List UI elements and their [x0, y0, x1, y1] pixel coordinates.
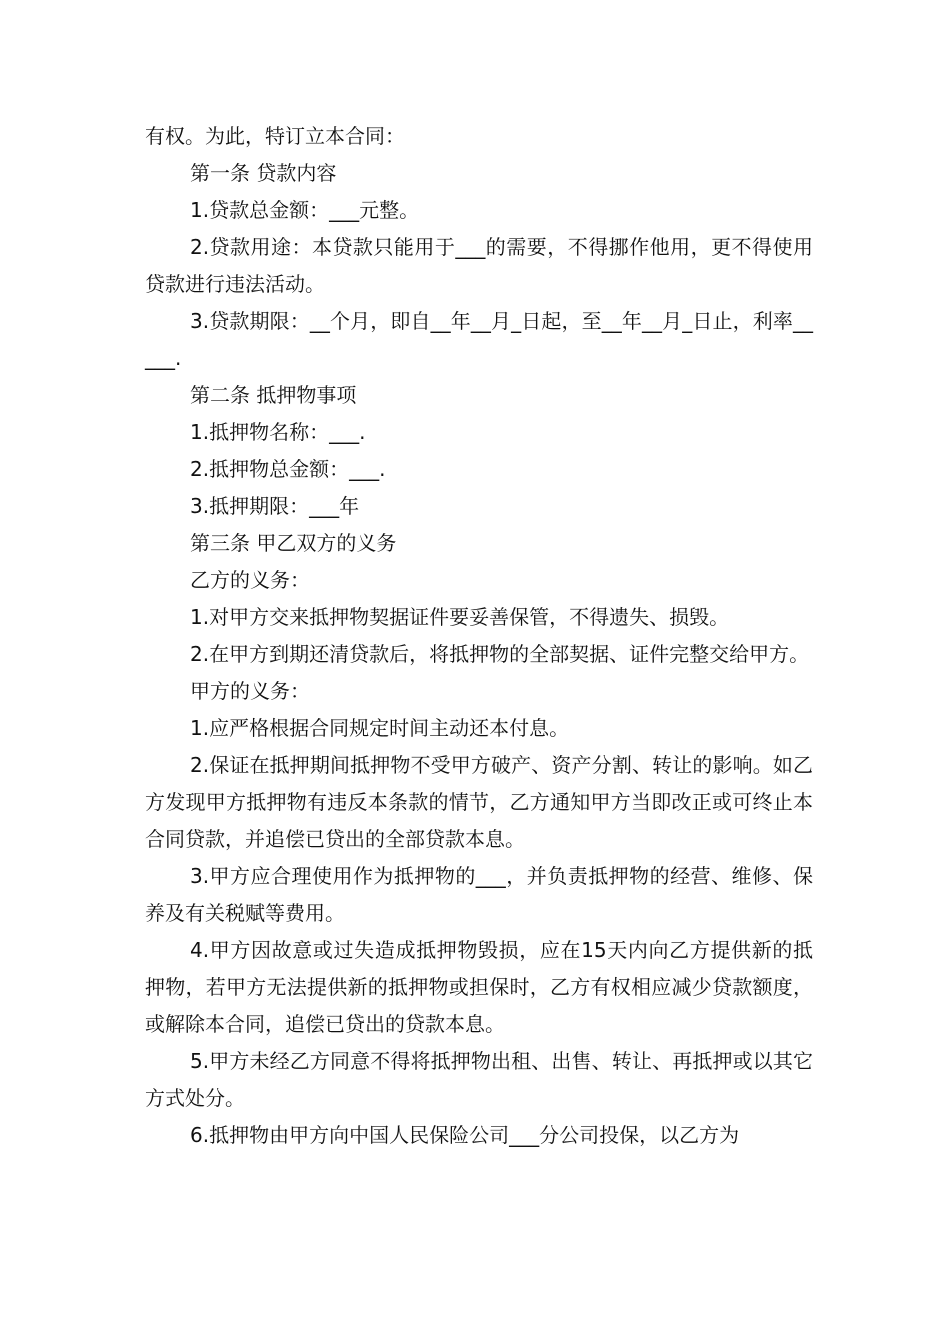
article-3-heading: 第三条 甲乙双方的义务	[190, 531, 397, 555]
article-2-heading: 第二条 抵押物事项	[190, 383, 357, 407]
paragraph-intro: 有权。为此，特订立本合同：	[145, 124, 405, 148]
party-a-obligation-2: 2.保证在抵押期间抵押物不受甲方破产、资产分割、转让的影响。如乙方发现甲方抵押物有违反本条款的情节，乙方通知甲方当即改正或可终止本合同贷款，并追偿已贷出的全部贷款本息。	[145, 753, 813, 851]
party-b-obligations-title: 乙方的义务：	[190, 568, 310, 592]
party-b-obligation-2: 2.在甲方到期还清贷款后，将抵押物的全部契据、证件完整交给甲方。	[190, 642, 810, 666]
party-a-obligations-title: 甲方的义务：	[190, 679, 310, 703]
party-b-obligation-1: 1.对甲方交来抵押物契据证件要妥善保管，不得遗失、损毁。	[190, 605, 730, 629]
party-a-obligation-3: 3.甲方应合理使用作为抵押物的___，并负责抵押物的经营、维修、保养及有关税赋等费用。	[145, 864, 813, 925]
party-a-obligation-4: 4.甲方因故意或过失造成抵押物毁损，应在15天内向乙方提供新的抵押物，若甲方无法提供新的抵押物或担保时，乙方有权相应减少贷款额度，或解除本合同，追偿已贷出的贷款本息。	[145, 938, 813, 1036]
party-a-obligation-5: 5.甲方未经乙方同意不得将抵押物出租、出售、转让、再抵押或以其它方式处分。	[145, 1049, 813, 1110]
contract-text	[145, 118, 813, 1154]
collateral-name: 1.抵押物名称：___.	[190, 420, 366, 444]
article-1-heading: 第一条 贷款内容	[190, 161, 337, 185]
loan-purpose: 2.贷款用途：本贷款只能用于___的需要，不得挪作他用，更不得使用贷款进行违法活动。	[145, 235, 813, 296]
collateral-term: 3.抵押期限：___年	[190, 494, 360, 518]
loan-total-amount: 1.贷款总金额：___元整。	[190, 198, 420, 222]
collateral-total-amount: 2.抵押物总金额：___.	[190, 457, 386, 481]
party-a-obligation-1: 1.应严格根据合同规定时间主动还本付息。	[190, 716, 570, 740]
loan-term: 3.贷款期限：__个月，即自__年__月_日起，至__年__月_日止，利率_____.	[145, 309, 813, 370]
party-a-obligation-6: 6.抵押物由甲方向中国人民保险公司___分公司投保，以乙方为	[190, 1123, 740, 1147]
